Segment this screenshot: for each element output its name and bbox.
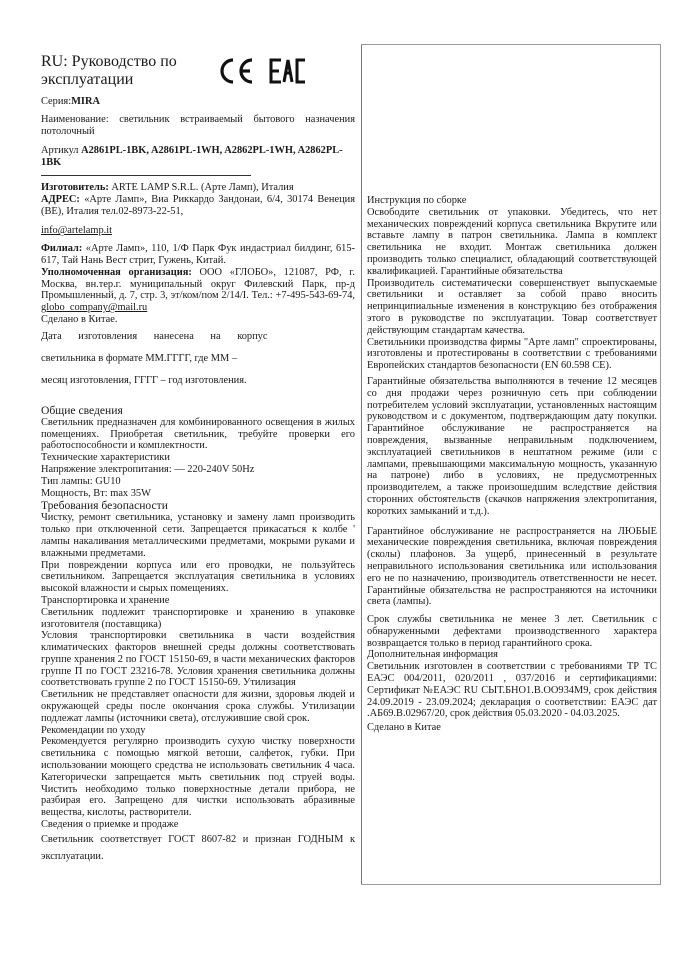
disposal-text: Светильник не представляет опасности для жизни, здоровья людей и окружающей среды после окончания срока службы. Утилизации подлежат лампы (источники света), отслужившие свой срок. [41, 689, 355, 724]
article-line: Артикул A2861PL-1BK, A2861PL-1WH, A2862PL-1WH, A2862PL-1BK [41, 145, 343, 169]
product-name: Наименование: светильник встраиваемый бытового назначения потолочный [41, 113, 355, 137]
ce-mark-icon [222, 60, 252, 82]
separator [41, 175, 251, 176]
date-line-3: месяц изготовления, ГГГГ – год изготовления. [41, 374, 247, 386]
right-column [367, 195, 657, 734]
email-link[interactable]: info@artelamp.it [41, 225, 113, 237]
extra-info-text: Светильник изготовлен в соответствии с требованиями ТР ТС ЕАЭС 004/2011, 020/2011 , 037/2016 и сертификациями: Сертификат №ЕАЭС RU СЫТ.БНО1.В.ОО934М9, срок действия 24.09.2019 - 23.09.2024; декларация о соответствии: ЕАЭС дат .АБ69.В.02967/20, срок действия 05.03.2020 - 04.03.2025. [367, 661, 657, 720]
safety-title: Требования безопасности [41, 499, 168, 513]
lamp-type-spec: Тип лампы: GU10 [41, 475, 121, 487]
safety-text-1: Чистку, ремонт светильника, установку и замену ламп производить только при отключенной сети. Запрещается прикасаться к колбе ' лампы накаливания металлическими предметами, мокрыми руками и влажными предметами. [41, 512, 355, 559]
power-spec: Мощность, Вт: max 35W [41, 487, 151, 499]
extra-info-title: Дополнительная информация [367, 649, 498, 661]
warranty-text-4: Гарантийное обслуживание не распространяется на ЛЮБЫЕ механические повреждения светильника, включая повреждения (сколы) плафонов. За ущерб, принесенный в результате неправильного использования светильника или использования его не по назначению, производитель ответственности не несет. Гарантийные обязательства не распространяются на источники света (лампы). [367, 525, 657, 608]
left-column [41, 96, 355, 865]
transport-text-2: Условия транспортировки светильника в части воздействия климатических факторов внешней среды должны соответствовать группе хранения 2 по ГОСТ 15150-69, в части механических факторов группе П по ГОСТ 23216-78. Условия хранения светильника должны соответствовать группе 2 по ГОСТ 15150-69. Утилизация [41, 630, 355, 689]
warranty-text-1: Производитель систематически совершенствует выпускаемые светильники и оставляет за собой право вносить непринципиальные изменения в конструкцию без отображения этого в руководстве по эксплуатации. Товар соответствует действующим стандартам качества. [367, 277, 657, 336]
transport-title: Транспортировка и хранение [41, 594, 170, 606]
voltage-spec: Напряжение электропитания: — 220-240V 50Hz [41, 463, 255, 475]
series-line: Серия:MIRA [41, 96, 100, 107]
branch-line: Филиал: «Арте Ламп», 110, 1/Ф Парк Фук индастриал билдинг, 615-617, Тай Нань Вест стрит, Гужень, Китай. [41, 243, 355, 266]
made-in-text: Сделано в Китае. [41, 313, 118, 325]
warranty-text-3: Гарантийные обязательства выполняются в течение 12 месяцев со дня продажи через розничную сеть при соблюдении потребителем условий эксплуатации, установленных настоящим руководством и с документом, подтверждающим дату покупки. Гарантийное обслуживание не распространяется на повреждения, вызванные неправильным подключением, эксплуатацией светильников в нештатном режиме (или с лампами, превышающими максимальную мощность, указанную на патроне) либо в условиях, не предусмотренных производителем, а также произошедшим вследствие действия сторонних обстоятельств (скачков напряжения электропитания, коротких замыканий и т.д.). [367, 375, 657, 517]
certification-marks [219, 56, 309, 86]
transport-text-1: Светильник подлежит транспортировке и хранению в упаковке изготовителя (поставщика) [41, 606, 355, 630]
made-in-text-right: Сделано в Китае [367, 722, 441, 734]
acceptance-text: Светильник соответствует ГОСТ 8607-82 и признан ГОДНЫМ к эксплуатации. [41, 833, 355, 862]
authorized-email-link[interactable]: globo_company@mail.ru [41, 302, 148, 314]
right-box-bottom-border [361, 884, 661, 885]
manufacturer-line: Изготовитель: ARTE LAMP S.R.L. (Арте Ламп), Италия [41, 181, 294, 193]
right-box-right-border [660, 44, 661, 885]
assembly-text: Освободите светильник от упаковки. Убедитесь, что нет механических повреждений корпуса светильника Вкрутите или вставьте лампу в патрон светильника. Лампа в комплект светильника не входит. Монтаж светильника должен производить только специалист, обладающий соответствующей квалификацией. Гарантийные обязательства [367, 206, 657, 277]
care-text: Рекомендуется регулярно производить сухую чистку поверхности светильника с помощью мягкой ветоши, салфеток, губки. При использовании моющего средства не использовать светильник 4 часа. Категорически запрещается мыть светильник под струей воды. Чистить необходимо только поверхностные детали прибора, не разбирая его. Запрещено для чистки использовать абразивные вещества, кислоты, растворители. [41, 736, 355, 819]
acceptance-title: Сведения о приемке и продаже [41, 819, 179, 831]
care-title: Рекомендации по уходу [41, 724, 146, 736]
date-line-2: светильника в формате ММ.ГГГГ, где ММ – [41, 352, 238, 364]
warranty-text-5: Срок службы светильника не менее 3 лет. Светильник с обнаруженными дефектами производственного характера возвращается только в период гарантийного срока. [367, 614, 657, 649]
warranty-text-2: Светильники производства фирмы "Арте ламп" спроектированы, изготовлены и протестированы в соответствии с требованиями Европейских стандартов безопасности (EN 60.598 CE). [367, 336, 657, 372]
right-box-top-border [361, 44, 661, 45]
column-divider [361, 44, 362, 884]
eac-mark-icon [271, 60, 305, 82]
address-line: АДРЕС: «Арте Ламп», Виа Риккардо Зандонаи, 6/4, 30174 Венеция (ВЕ), Италия тел.02-8973-22-51, [41, 193, 355, 217]
assembly-title: Инструкция по сборке [367, 195, 467, 206]
safety-text-2: При повреждении корпуса или его проводки, не пользуйтесь светильником. Запрещается эксплуатация светильника в условиях высокой влажности и сырых помещениях. [41, 559, 355, 595]
authorized-org-line: Уполномоченная организация: ООО «ГЛОБО», 121087, РФ, г. Москва, вн.тер.г. муниципальный округ Филевский Парк, пр-д Промышленный, д. 7, стр. 3, эт/ком/пом 2/14/I. Тел.: +7-495-543-69-74, globo_company@mail.ru [41, 266, 355, 314]
tech-title: Технические характеристики [41, 452, 170, 464]
general-title: Общие сведения [41, 403, 123, 417]
general-text: Светильник предназначен для комбинированного освещения в жилых помещениях. Приобретая светильник, требуйте проверки его работоспособности и комплектности. [41, 416, 355, 452]
date-line-1: Дата изготовления нанесена на корпус [41, 330, 268, 342]
page-title: RU: Руководство по эксплуатации [41, 53, 177, 88]
